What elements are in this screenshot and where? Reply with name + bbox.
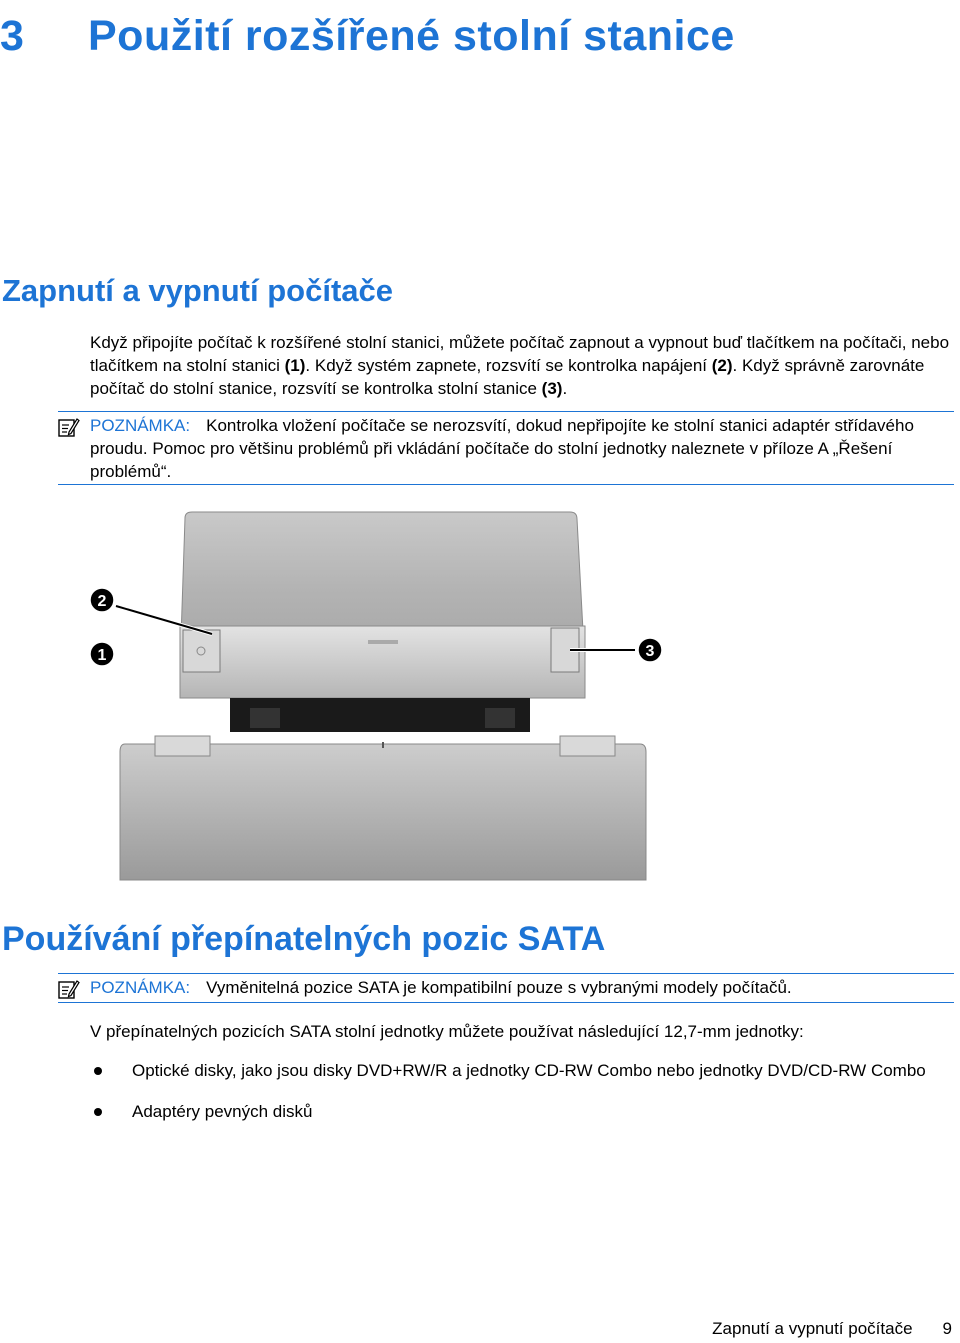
power-button bbox=[183, 630, 220, 672]
callout-2 bbox=[90, 588, 114, 612]
note-power bbox=[58, 411, 954, 485]
note-sata bbox=[58, 973, 954, 1003]
list-item: Adaptéry pevných disků bbox=[90, 1100, 956, 1123]
bullet-icon bbox=[94, 1108, 102, 1116]
sata-intro: V přepínatelných pozicích SATA stolní jednotky můžete používat následující 12,7-mm jednotky: bbox=[90, 1022, 804, 1041]
note-label: POZNÁMKA: bbox=[90, 978, 191, 997]
callout-1 bbox=[90, 642, 114, 666]
docking-station-figure bbox=[80, 508, 680, 888]
svg-text:3: 3 bbox=[645, 643, 655, 660]
bullet-icon bbox=[94, 1067, 102, 1075]
chapter-number: 3 bbox=[0, 12, 25, 60]
footer-text: Zapnutí a vypnutí počítače bbox=[712, 1319, 913, 1338]
note-label: POZNÁMKA: bbox=[90, 416, 191, 435]
drive-list bbox=[90, 1059, 956, 1141]
power-paragraph: Když připojíte počítač k rozšířené stolní stanici, můžete počítač zapnout a vypnout buď tlačítkem na počítači, nebo tlačítkem na stolní stanici (1). Když systém zapnete, rozsvítí se kontrolka napájení (2). Když správně zarovnáte počítač do stolní stanice, rozsvítí se kontrolka stolní stanice (3). bbox=[90, 333, 950, 398]
note-icon bbox=[58, 979, 80, 999]
callout-ref-2: (2) bbox=[711, 356, 733, 375]
chapter-title-text: Použití rozšířené stolní stanice bbox=[88, 12, 735, 60]
section-title-power: Zapnutí a vypnutí počítače bbox=[2, 273, 393, 308]
note-text: Kontrolka vložení počítače se nerozsvítí, dokud nepřipojíte ke stolní stanici adaptér střídavého proudu. Pomoc pro většinu problémů při vkládání počítače do stolní jednotky naleznete v příloze A „Řešení problémů“. bbox=[90, 416, 914, 481]
note-icon bbox=[58, 417, 80, 437]
page-number: 9 bbox=[942, 1319, 952, 1338]
section-title-sata: Používání přepínatelných pozic SATA bbox=[2, 920, 606, 958]
svg-text:2: 2 bbox=[97, 593, 107, 610]
callout-ref-1: (1) bbox=[284, 356, 306, 375]
note-text: Vyměnitelná pozice SATA je kompatibilní pouze s vybranými modely počítačů. bbox=[206, 978, 792, 997]
list-item: Optické disky, jako jsou disky DVD+RW/R a jednotky CD-RW Combo nebo jednotky DVD/CD-RW Combo bbox=[90, 1059, 956, 1082]
callout-ref-3: (3) bbox=[541, 379, 563, 398]
callout-3 bbox=[638, 638, 662, 662]
chapter-title bbox=[0, 12, 735, 61]
page-footer bbox=[712, 1319, 952, 1339]
svg-text:1: 1 bbox=[97, 647, 107, 664]
